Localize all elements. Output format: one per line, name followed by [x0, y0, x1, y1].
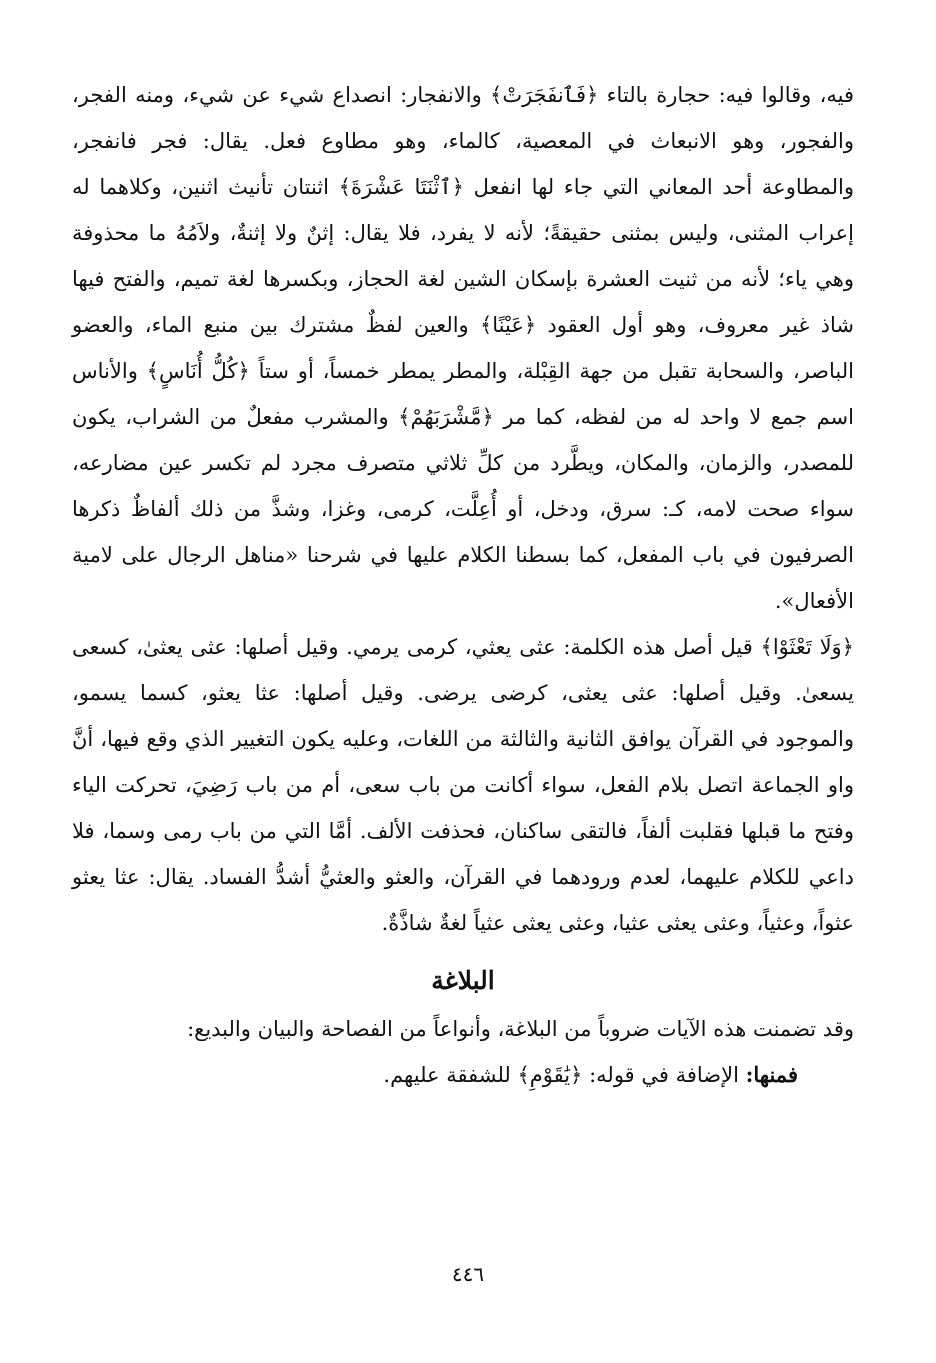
section-intro: وقد تضمنت هذه الآيات ضروباً من البلاغة، وأنواعاً من الفصاحة والبيان والبديع:	[187, 1017, 854, 1041]
page-number: ٤٤٦	[451, 1262, 485, 1286]
item-lead: فمنها:	[745, 1062, 798, 1087]
item-text: الإضافة في قوله: ﴿يَٰقَوْمِ﴾ للشفقة عليهم.	[383, 1063, 746, 1087]
section-item	[72, 1052, 854, 1098]
paragraph-1: فيه، وقالوا فيه: حجارة بالتاء ﴿فَٱنفَجَرَتْ﴾ والانفجار: انصداع شيء عن شيء، ومنه الفجر، والفجور، وهو الانبعاث في المعصية، كالماء، وهو مطاوع فعل. يقال: فجر فانفجر، والمطاوعة أحد المعاني التي جاء لها انفعل ﴿ٱثْنَتَا عَشْرَةَ﴾ اثنتان تأنيث اثنين، وكلاهما له إعراب المثنى، وليس بمثنى حقيقةً؛ لأنه لا يفرد، فلا يقال: إثنٌ ولا إثنةٌ، ولاَمُهُ ما محذوفة وهي ياء؛ لأنه من ثنيت العشرة بإسكان الشين لغة الحجاز، وبكسرها لغة تميم، والفتح فيها شاذ غير معروف، وهو أول العقود ﴿عَيْنًا﴾ والعين لفظٌ مشترك بين منبع الماء، والعضو الباصر، والسحابة تقبل من جهة القِبْلة، والمطر يمطر خمساً، أو ستاً ﴿كُلُّ أُنَاسٍ﴾ والأناس اسم جمع لا واحد له من لفظه، كما مر ﴿مَّشْرَبَهُمْ﴾ والمشرب مفعلٌ من الشراب، يكون للمصدر، والزمان، والمكان، ويطَّرد من كلِّ ثلاثي متصرف مجرد لم تكسر عين مضارعه، سواء صحت لامه، كـ: سرق، ودخل، أو أُعِلَّت، كرمى، وغزا، وشذَّ من ذلك ألفاظٌ ذكرها الصرفيون في باب المفعل، كما بسطنا الكلام عليها في شرحنا «مناهل الرجال على لامية الأفعال».	[72, 83, 855, 613]
paragraph-2: ﴿وَلَا تَعْثَوْا﴾ قيل أصل هذه الكلمة: عثى يعثي، كرمى يرمي. وقيل أصلها: عثى يعثىٰ، كسعى يسعىٰ. وقيل أصلها: عثى يعثى، كرضى يرضى. وقيل أصلها: عثا يعثو، كسما يسمو، والموجود في القرآن يوافق الثانية والثالثة من اللغات، وعليه يكون التغيير الذي وقع فيها، أنَّ واو الجماعة اتصل بلام الفعل، سواء أكانت من باب سعى، أم من باب رَضِيَ، تحركت الياء وفتح ما قبلها فقلبت ألفاً، فالتقى ساكنان، فحذفت الألف. أمَّا التي من باب رمى وسما، فلا داعي للكلام عليهما، لعدم ورودهما في القرآن، والعثو والعثيُّ أشدُّ الفساد. يقال: عثا يعثو عثواً، وعثياً، وعثى يعثى عثيا، وعثى يعثى عثياً لغةٌ شاذَّةٌ.	[72, 635, 854, 935]
section-title: البلاغة	[431, 966, 495, 995]
